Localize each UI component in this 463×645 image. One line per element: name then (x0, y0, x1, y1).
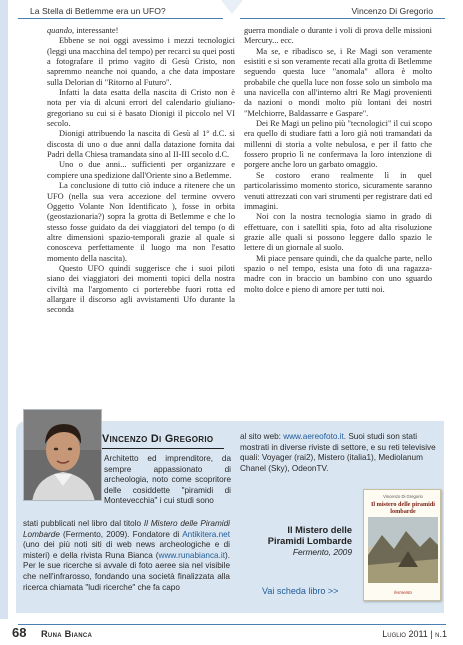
author-name-underline (102, 448, 224, 449)
book-publisher: Fermento, 2009 (292, 547, 352, 557)
paragraph: Questo UFO quindi suggerisce che i suoi piloti siano dei viaggiatori dei momenti topici della nostra civiltà ma l'argomento ci porterebbe fuori rotta ed allargare il discorso agli avvistamenti Ufo durante la seconda (47, 263, 235, 315)
bio-text: (Fermento, 2009). Fondatore di (59, 529, 183, 539)
author-portrait-image (24, 410, 102, 501)
running-title: La Stella di Betlemme era un UFO? (30, 6, 166, 16)
paragraph: Ma se, e ribadisco se, i Re Magi son veramente esistiti e si son veramente recati alla grotta di Betlemme seguendo questa luce "anomala" allora è molto probabile che quella luce non fosse solo un simbolo ma una navicella con all'interno altri Re Magi provenienti da nazioni o mondi molto più lontani dei nostri "Melchiorre, Baldassarre e Gaspare". (244, 46, 432, 118)
paragraph: Dei Re Magi un pelino più "tecnologici" il cui scopo era quello di studiare fatti a loro già noti tramandati da millenni di storia a volte nebulosa, e per il fatto che fossero proprio lì ne confermava la loro intenzione di porgere anche loro un garbato omaggio. (244, 119, 432, 170)
paragraph: Uno o due anni... sufficienti per organizzare e compiere una spedizione dall'Oriente sino a Betlemme. (47, 160, 235, 180)
paragraph: Noi con la nostra tecnologia siamo in grado di effettuare, con i satelliti spia, foto ad alta risoluzione grazie alle quali si possono leggere dallo spazio le lettere di un giornale al suolo. (244, 212, 432, 253)
article-column-left (47, 26, 235, 316)
bio-text: ). Per le sue ricerche si avvale di foto aeree sia nel visibile che nell'infrarosso, fondando una società finalizzata alla ricerca chiamata "ludi ricerche" che fa capo (23, 550, 230, 592)
footer-rule (18, 624, 446, 625)
issue-date: Luglio 2011 | n.1 (382, 629, 447, 639)
paragraph: Infatti la data esatta della nascita di Cristo non è nota per via di alcuni errori del calendario giuliano-gregoriano su cui si è basato Dionigi il piccolo nel VI secolo. (47, 88, 235, 129)
bio-book-title: Il Mistero delle Piramidi Lombarde (23, 519, 230, 539)
author-bio-part1: Architetto ed imprenditore, da sempre appassionato di archeologia, noto come scopritore delle cosiddette "piramidi di Montevecchia" i cui studi sono (104, 454, 231, 506)
header-notch (221, 0, 243, 14)
book-cover-publisher: fermento (394, 590, 412, 595)
author-bio-part2 (23, 519, 230, 593)
paragraph-tail: , interessante! (72, 26, 119, 35)
pyramid-landscape-image (368, 517, 438, 583)
book-cover-author: Vincenzo Di Gregorio (383, 494, 423, 499)
article-column-right (244, 26, 432, 295)
magazine-name: Runa Bianca (41, 629, 93, 639)
paragraph: Mi piace pensare quindi, che da qualche parte, nello spazio o nel tempo, esista una foto di una ragazza-madre con in braccio un bambino con uno sguardo molto dolce e pieno di amore per tutti noi. (244, 253, 432, 294)
author-bio-part3 (240, 432, 440, 474)
page-number: 68 (12, 625, 27, 640)
bio-text: . Suoi studi son stati mostrati in diverse riviste di settore, e su reti televisive quali: Voyager (rai2), Mistero (italia1), Mediolanum Chanel (Sky), OdeonTV. (240, 432, 436, 473)
paragraph: Ebbene se noi oggi avessimo i mezzi tecnologici (leggi una macchina del tempo) per recarci su quei posti a fotografare il primo vagito di Gesù Cristo, non sapremmo neanche noi quando, a che data impostare sulla Delorian di "Ritorno al Futuro". (47, 36, 235, 87)
book-details-link[interactable]: Vai scheda libro >> (262, 586, 339, 596)
bio-text: al sito web: (240, 432, 284, 441)
aereofoto-link[interactable]: www.aereofoto.it (283, 432, 344, 441)
runabianca-link[interactable]: www.runabianca.it (158, 550, 225, 560)
header-rule-left (18, 18, 223, 19)
author-photo (23, 409, 102, 501)
page-footer (0, 619, 463, 645)
paragraph-text: quando (47, 26, 73, 35)
bio-text: (uno dei più noti siti di web news archeologiche e di misteri) e della rivista Runa Bianca ( (23, 540, 230, 560)
running-author: Vincenzo Di Gregorio (351, 6, 433, 16)
paragraph (47, 26, 235, 36)
paragraph: Se costoro erano realmente lì in quel particolarissimo momento storico, sicuramente saranno venuti attrezzati con vari strumenti per registrare dati ed immagini. (244, 170, 432, 211)
page-edge-stripe (0, 0, 8, 645)
paragraph: La conclusione di tutto ciò induce a ritenere che un UFO (nella sua vera accezione del termine ovvero Oggetto Volante Non Identificato ), fosse in orbita (geostazionaria?) sopra la grotta di Betlemme e che lo stesso fosse guidato da dei viaggiatori del tempo (o di altre dimensioni spazio-temporali grazie al quale si conosceva perfettamente il luogo ma non l'esatto momento della nascita). (47, 181, 235, 263)
book-cover-title: Il mistero delle piramidi lombarde (371, 501, 435, 515)
page-header (0, 0, 463, 22)
antikitera-link[interactable]: Antikitera.net (182, 529, 230, 539)
paragraph: Dionigi attribuendo la nascita di Gesù al 1° d.C. si discosta di uno o due anni dalla datazione fornita dai Padri della Chiesa tramandata sino al II-III secolo d.C. (47, 129, 235, 160)
header-rule-right (240, 18, 445, 19)
author-name: Vincenzo Di Gregorio (102, 433, 214, 445)
paragraph: guerra mondiale o durante i voli di prova delle missioni Mercury... ecc. (244, 26, 432, 46)
book-title: Il Mistero delle Piramidi Lombarde (267, 525, 352, 546)
book-cover[interactable] (363, 489, 441, 601)
bio-text: stati pubblicati nel libro dal titolo (23, 519, 144, 528)
